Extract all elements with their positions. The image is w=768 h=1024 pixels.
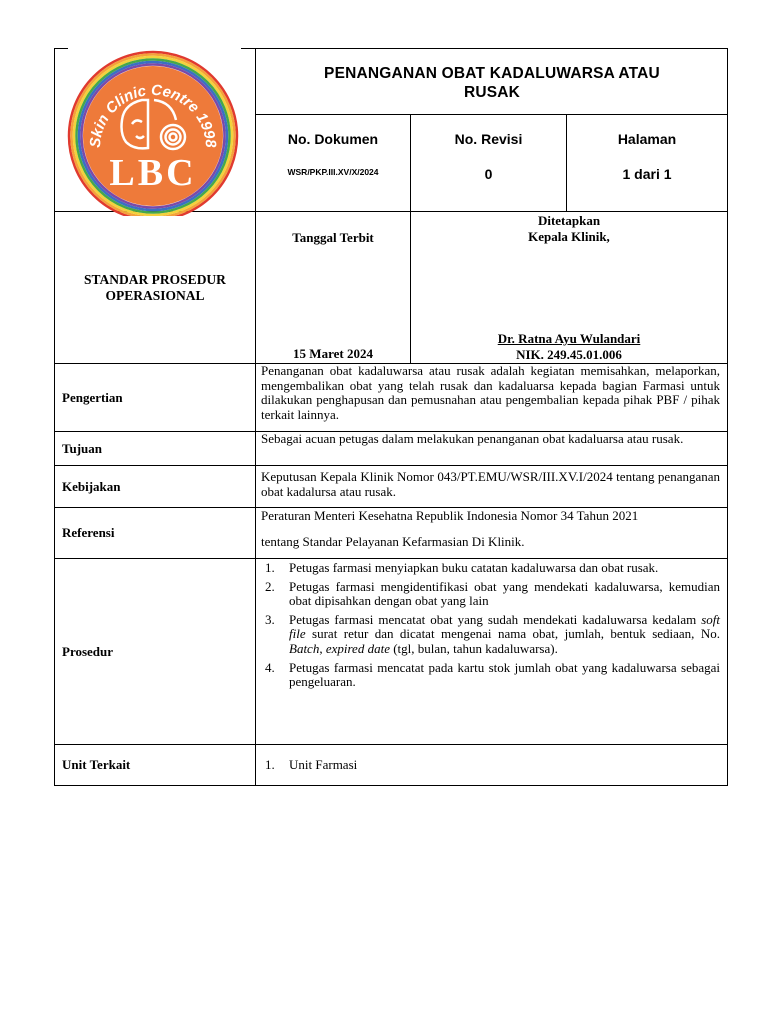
page-label: Halaman [617,131,677,147]
logo-initials: LBC [109,152,197,194]
list-item-text: Petugas farmasi menyiapkan buku catatan kadaluwarsa dan obat rusak. [289,560,659,575]
signer-name: Dr. Ratna Ayu Wulandari [497,331,641,346]
divider [54,558,728,559]
divider [54,48,55,786]
logo-ring-text: Skin Clinic Centre 1998 [86,81,220,149]
issue-date: 15 Maret 2024 [293,346,373,361]
page-value: 1 dari 1 [622,166,672,182]
revision-label: No. Revisi [454,131,523,147]
list-item [261,561,720,576]
set-by-block [411,213,727,245]
sop-label-line1: STANDAR PROSEDUR [84,272,226,287]
divider [256,114,728,115]
prosedur-label: Prosedur [62,644,114,659]
signer-block [411,331,727,363]
list-item-text: Petugas farmasi mencatat obat yang sudah mendekati kadaluwarsa kedalam soft file surat retur dan dicatat mengenai nama obat, jumlah, bentuk sediaan, No. Batch, expired date (tgl, bulan, tahun kadaluwarsa). [289,611,720,656]
tujuan-label: Tujuan [62,441,102,456]
issue-date-label: Tanggal Terbit [292,230,374,245]
divider [54,465,728,466]
set-by-line1: Ditetapkan [537,213,601,228]
doc-number-value: WSR/PKP.III.XV/X/2024 [287,167,379,177]
list-item [261,580,720,609]
list-item-number: 1. [265,757,275,772]
list-item-text: Petugas farmasi mengidentifikasi obat yang mendekati kadaluwarsa, kemudian obat dipisahkan dengan obat yang lain [289,578,720,609]
list-item-text: Unit Farmasi [289,757,358,772]
list-item-number: 3. [265,611,275,627]
referensi-line2: tentang Standar Pelayanan Kefarmasian Di Klinik. [261,534,525,549]
set-by-line2: Kepala Klinik, [528,229,610,244]
kebijakan-label: Kebijakan [62,479,121,494]
list-item [261,661,720,690]
list-item-number: 1. [265,560,275,575]
referensi-label: Referensi [62,525,115,540]
unit-terkait-label: Unit Terkait [62,757,131,772]
list-item [261,758,720,773]
sop-label [55,272,255,304]
divider [566,114,567,212]
document-title-line2: RUSAK [463,84,521,101]
document-title-line1: PENANGANAN OBAT KADALUWARSA ATAU [324,65,660,82]
list-item [261,613,720,657]
clinic-logo [64,48,242,216]
document-title [256,64,728,102]
divider [255,48,256,786]
revision-value: 0 [484,166,493,182]
referensi-line1: Peraturan Menteri Kesehatna Republik Indonesia Nomor 34 Tahun 2021 [261,508,639,523]
divider [54,744,728,745]
tujuan-text: Sebagai acuan petugas dalam melakukan penanganan obat kadaluarsa atau rusak. [261,431,684,446]
divider [54,785,728,786]
pengertian-label: Pengertian [62,390,123,405]
pengertian-text: Penanganan obat kadaluwarsa atau rusak adalah kegiatan memisahkan, melaporkan, mengembalikan obat yang telah rusak dan kadaluarsa kepada bagian Farmasi untuk dilakukan penghapusan dan pemusnahan atau pengembalian kepada pihak PBF / pihak terkait lainnya. [261,363,720,422]
divider [241,48,728,49]
unit-terkait-list [261,758,720,773]
doc-number-label: No. Dokumen [287,131,379,147]
list-item-number: 2. [265,578,275,594]
prosedur-list [261,561,720,690]
signer-nik: NIK. 249.45.01.006 [516,347,622,362]
divider [727,48,728,786]
sop-label-line2: OPERASIONAL [105,288,205,303]
list-item-number: 4. [265,659,275,675]
kebijakan-text: Keputusan Kepala Klinik Nomor 043/PT.EMU/WSR/III.XV.I/2024 tentang penanganan obat kadalursa atau rusak. [261,469,720,499]
list-item-text: Petugas farmasi mencatat pada kartu stok jumlah obat yang kadaluwarsa sebagai pengeluaran. [289,659,720,690]
